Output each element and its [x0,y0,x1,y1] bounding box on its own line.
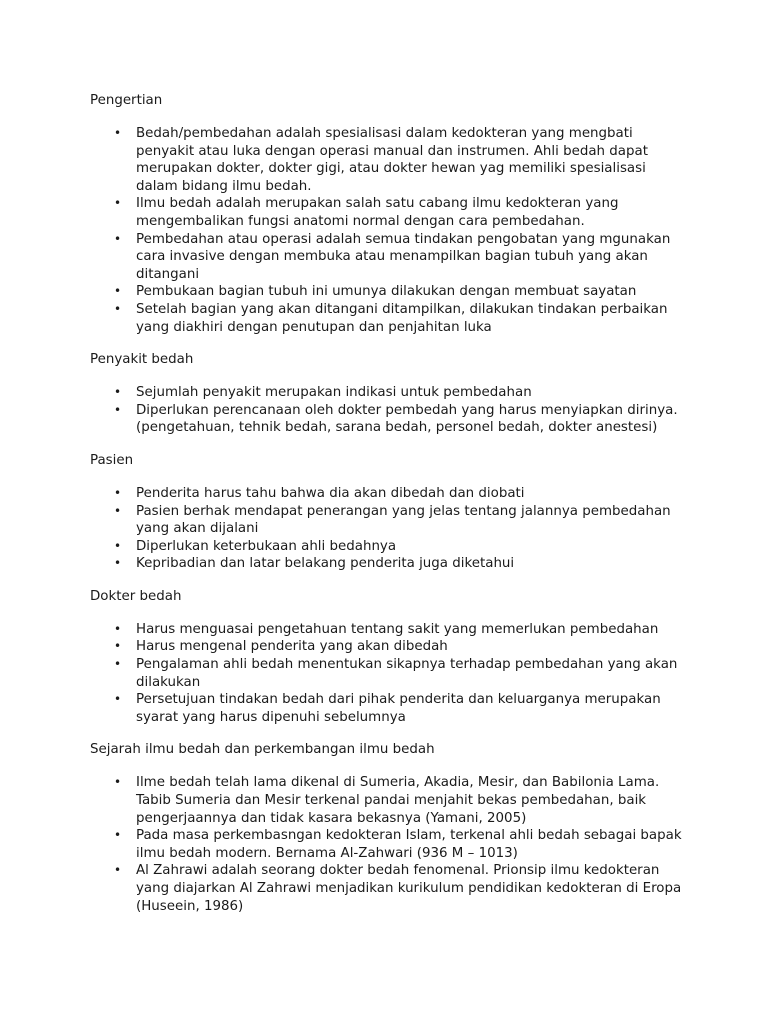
bullet-icon: • [114,828,122,843]
list-item [90,774,690,827]
list-item [90,195,690,230]
list-item-text: Pengalaman ahli bedah menentukan sikapnya terhadap pembedahan yang akan dilakukan [136,657,678,690]
bullet-icon: • [114,231,122,246]
bullet-list-sejarah [90,774,690,915]
list-item [90,538,690,556]
bullet-icon: • [114,485,122,500]
list-item [90,301,690,336]
bullet-icon: • [114,863,122,878]
list-item [90,827,690,862]
bullet-list-penyakit-bedah [90,384,690,437]
list-item-text: Kepribadian dan latar belakang penderita juga diketahui [136,556,515,572]
list-item-text: Bedah/pembedahan adalah spesialisasi dalam kedokteran yang mengbati penyakit atau luka dengan operasi manual dan instrumen. Ahli bedah dapat merupakan dokter, dokter gigi, atau dokter hewan yag memiliki spesialisasi dalam bidang ilmu bedah. [136,126,648,194]
list-item [90,862,690,915]
bullet-list-dokter-bedah [90,621,690,727]
bullet-icon: • [114,692,122,707]
bullet-icon: • [114,639,122,654]
list-item [90,638,690,656]
list-item-text: Penderita harus tahu bahwa dia akan dibedah dan diobati [136,485,525,501]
bullet-icon: • [114,538,122,553]
list-item-text: Pada masa perkembasngan kedokteran Islam, terkenal ahli bedah sebagai bapak ilmu bedah modern. Bernama Al-Zahwari (936 M – 1013) [136,828,682,861]
list-item [90,125,690,195]
list-item [90,621,690,639]
bullet-icon: • [114,503,122,518]
list-item-text: Al Zahrawi adalah seorang dokter bedah fenomenal. Prionsip ilmu kedokteran yang diajarkan Al Zahrawi menjadikan kurikulum pendidikan kedokteran di Eropa (Huseein, 1986) [136,863,682,914]
list-item-text: Pembedahan atau operasi adalah semua tindakan pengobatan yang mgunakan cara invasive dengan membuka atau menampilkan bagian tubuh yang akan ditangani [136,231,671,282]
bullet-icon: • [114,775,122,790]
section-heading-penyakit-bedah: Penyakit bedah [90,352,194,368]
bullet-icon: • [114,126,122,140]
bullet-list-pengertian [90,125,690,336]
list-item [90,402,690,437]
list-item-text: Pasien berhak mendapat penerangan yang jelas tentang jalannya pembedahan yang akan dijalani [136,503,671,537]
list-item-text: Sejumlah penyakit merupakan indikasi untuk pembedahan [136,385,532,401]
bullet-icon: • [114,284,122,299]
list-item-text: Persetujuan tindakan bedah dari pihak penderita dan keluarganya merupakan syarat yang harus dipenuhi sebelumnya [136,692,661,725]
list-item [90,691,690,726]
section-heading-sejarah: Sejarah ilmu bedah dan perkembangan ilmu bedah [90,742,435,758]
list-item [90,485,690,503]
list-item [90,384,690,402]
list-item-text: Diperlukan perencanaan oleh dokter pembedah yang harus menyiapkan dirinya. (pengetahuan, tehnik bedah, sarana bedah, personel bedah, dokter anestesi) [136,402,678,436]
list-item-text: Harus mengenal penderita yang akan dibedah [136,639,448,655]
bullet-icon: • [114,657,122,672]
bullet-icon: • [114,385,122,400]
section-heading-dokter-bedah: Dokter bedah [90,588,182,604]
section-heading-pasien: Pasien [90,452,134,468]
list-item-text: Harus menguasai pengetahuan tentang sakit yang memerlukan pembedahan [136,621,659,637]
section-heading-pengertian: Pengertian [90,93,163,108]
list-item [90,231,690,284]
list-item [90,503,690,538]
list-item [90,555,690,573]
list-item-text: Diperlukan keterbukaan ahli bedahnya [136,538,397,554]
bullet-list-pasien [90,485,690,573]
list-item [90,283,690,301]
list-item-text: Pembukaan bagian tubuh ini umunya dilakukan dengan membuat sayatan [136,284,637,300]
document-body [90,92,690,930]
bullet-icon: • [114,402,122,417]
bullet-icon: • [114,301,122,316]
list-item-text: Ilme bedah telah lama dikenal di Sumeria, Akadia, Mesir, dan Babilonia Lama. Tabib Sumeria dan Mesir terkenal pandai menjahit bekas pembedahan, baik pengerjaannya dan tidak kasara bekasnya (Yamani, 2005) [136,775,660,826]
bullet-icon: • [114,621,122,636]
list-item-text: Setelah bagian yang akan ditangani ditampilkan, dilakukan tindakan perbaikan yang diakhiri dengan penutupan dan penjahitan luka [136,301,668,335]
list-item-text: Ilmu bedah adalah merupakan salah satu cabang ilmu kedokteran yang mengembalikan fungsi anatomi normal dengan cara pembedahan. [136,196,619,229]
list-item [90,656,690,691]
bullet-icon: • [114,556,122,571]
bullet-icon: • [114,196,122,211]
